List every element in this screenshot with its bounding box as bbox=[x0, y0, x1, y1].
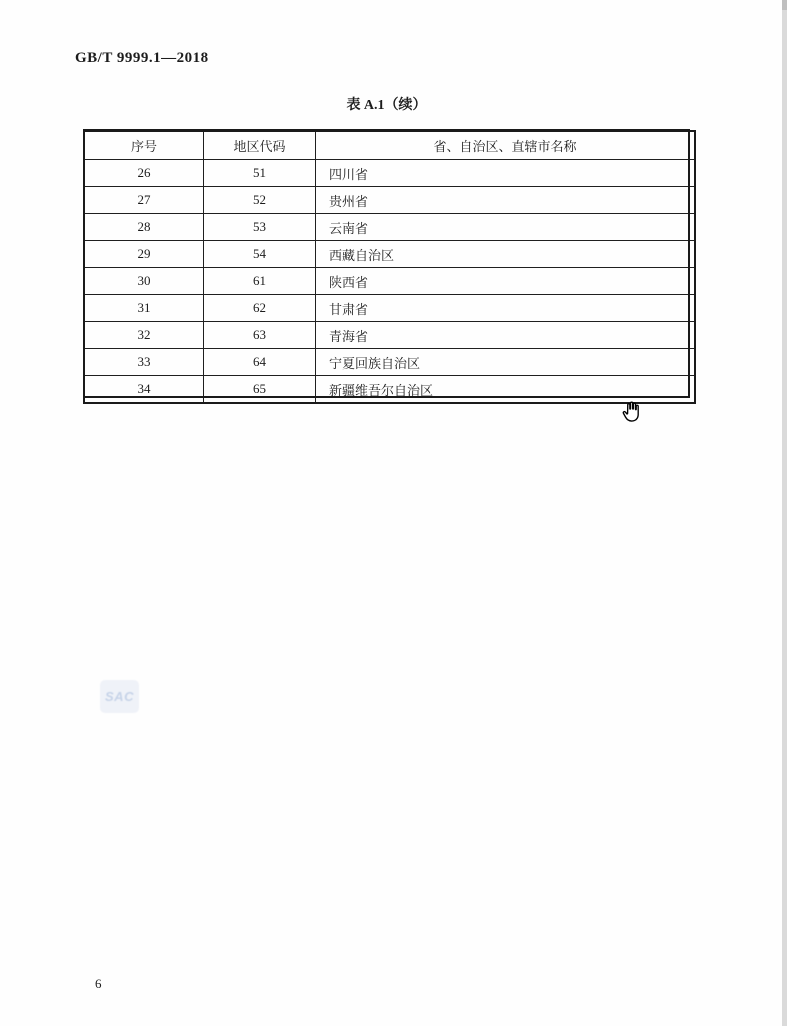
name-cell: 云南省 bbox=[316, 214, 696, 241]
seq-cell: 33 bbox=[84, 349, 204, 376]
name-cell: 新疆维吾尔自治区 bbox=[316, 376, 696, 404]
name-cell: 宁夏回族自治区 bbox=[316, 349, 696, 376]
scrollbar-top-cap bbox=[782, 0, 787, 10]
table-row bbox=[84, 187, 695, 214]
seq-cell: 32 bbox=[84, 322, 204, 349]
standard-code-header: GB/T 9999.1—2018 bbox=[75, 50, 209, 66]
region-code-table bbox=[83, 130, 696, 404]
seq-cell: 30 bbox=[84, 268, 204, 295]
column-header-seq: 序号 bbox=[84, 131, 204, 160]
table-row bbox=[84, 295, 695, 322]
name-cell: 四川省 bbox=[316, 160, 696, 187]
table-row bbox=[84, 376, 695, 404]
name-cell: 陕西省 bbox=[316, 268, 696, 295]
seq-cell: 31 bbox=[84, 295, 204, 322]
table-title: 表 A.1（续） bbox=[346, 98, 427, 113]
table-header-row bbox=[84, 131, 695, 160]
seq-cell: 28 bbox=[84, 214, 204, 241]
column-header-code: 地区代码 bbox=[204, 131, 316, 160]
name-cell: 贵州省 bbox=[316, 187, 696, 214]
table-row bbox=[84, 160, 695, 187]
code-cell: 65 bbox=[204, 376, 316, 404]
table-row bbox=[84, 322, 695, 349]
hand-grab-cursor-icon bbox=[617, 397, 647, 427]
table-row bbox=[84, 268, 695, 295]
code-cell: 51 bbox=[204, 160, 316, 187]
code-cell: 63 bbox=[204, 322, 316, 349]
table-row bbox=[84, 241, 695, 268]
code-cell: 54 bbox=[204, 241, 316, 268]
seq-cell: 29 bbox=[84, 241, 204, 268]
sac-watermark-logo: SAC bbox=[100, 680, 139, 713]
scrollbar-track[interactable] bbox=[782, 0, 787, 1026]
code-cell: 53 bbox=[204, 214, 316, 241]
table-row bbox=[84, 349, 695, 376]
name-cell: 青海省 bbox=[316, 322, 696, 349]
seq-cell: 27 bbox=[84, 187, 204, 214]
code-cell: 62 bbox=[204, 295, 316, 322]
seq-cell: 34 bbox=[84, 376, 204, 404]
code-cell: 52 bbox=[204, 187, 316, 214]
seq-cell: 26 bbox=[84, 160, 204, 187]
page-number: 6 bbox=[95, 976, 102, 991]
code-cell: 61 bbox=[204, 268, 316, 295]
name-cell: 西藏自治区 bbox=[316, 241, 696, 268]
name-cell: 甘肃省 bbox=[316, 295, 696, 322]
column-header-name: 省、自治区、直辖市名称 bbox=[316, 131, 696, 160]
code-cell: 64 bbox=[204, 349, 316, 376]
table-row bbox=[84, 214, 695, 241]
